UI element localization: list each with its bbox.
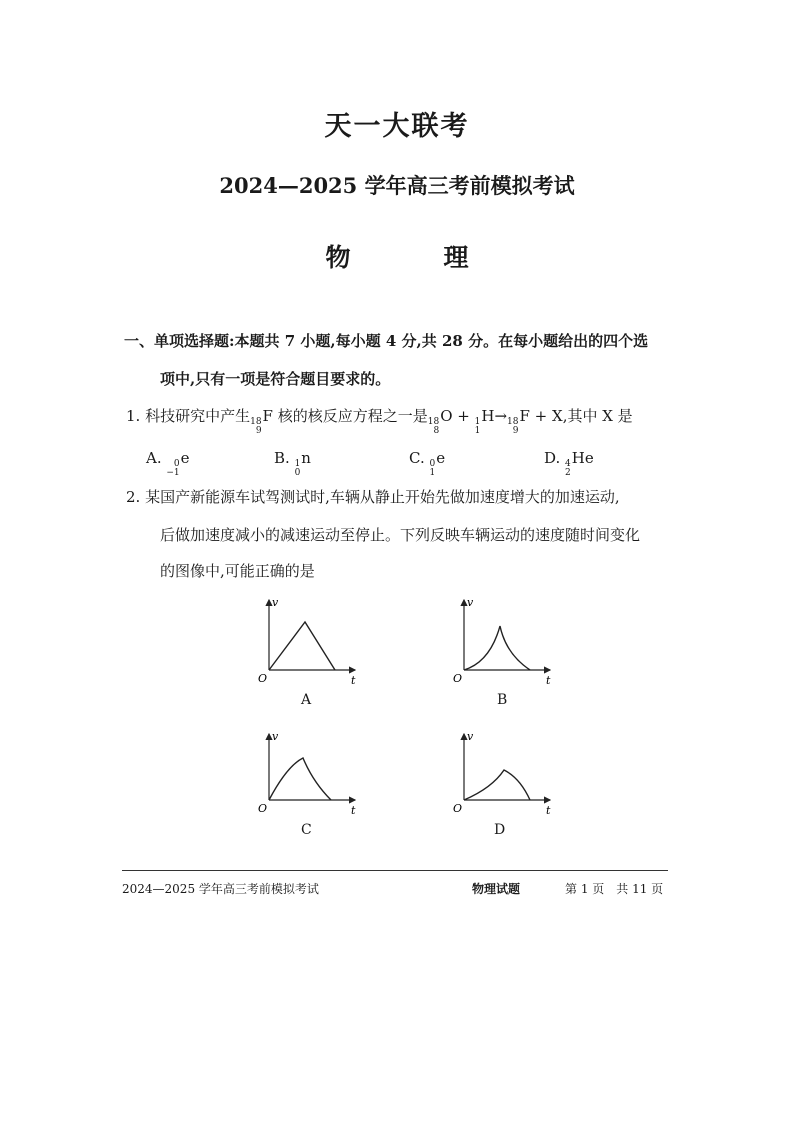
t-label: t — [351, 804, 356, 817]
footer-divider — [122, 870, 668, 871]
section-heading-cont: 项中,只有一项是符合题目要求的。 — [160, 370, 391, 388]
graph-c[interactable] — [255, 730, 370, 825]
exam-title: 2024—2025 学年高三考前模拟考试 — [219, 173, 575, 198]
option-a[interactable]: A. 0 −1 e — [146, 449, 190, 478]
subject-title: 物 理 — [325, 243, 503, 272]
graph-c-label: C — [301, 822, 312, 838]
exam-org-title: 天一大联考 — [324, 111, 470, 142]
velocity-curve — [464, 770, 530, 800]
t-label: t — [546, 674, 551, 687]
v-label: v — [272, 730, 279, 743]
t-label: t — [351, 674, 356, 687]
graph-b-label: B — [497, 692, 508, 708]
velocity-curve — [269, 622, 335, 670]
v-label: v — [467, 730, 474, 743]
origin-label: O — [258, 802, 268, 815]
velocity-curve — [269, 758, 331, 800]
graph-d[interactable] — [450, 730, 565, 825]
footer-page-number: 第 1 页 共 11 页 — [565, 882, 664, 896]
option-d[interactable]: D. 4 2 He — [544, 449, 594, 478]
graph-a[interactable] — [255, 596, 370, 691]
origin-label: O — [258, 672, 268, 685]
v-label: v — [272, 596, 279, 609]
graph-a-label: A — [301, 692, 312, 708]
option-b[interactable]: B. 1 0 n — [274, 449, 311, 478]
graph-d-label: D — [494, 822, 506, 838]
footer-subject: 物理试题 — [472, 882, 521, 896]
origin-label: O — [453, 802, 463, 815]
question-2-line3: 的图像中,可能正确的是 — [160, 562, 315, 580]
footer-exam-title: 2024—2025 学年高三考前模拟考试 — [122, 882, 319, 896]
section-heading: 一、单项选择题:本题共 7 小题,每小题 4 分,共 28 分。在每小题给出的四个选 — [124, 332, 649, 350]
origin-label: O — [453, 672, 463, 685]
question-2: 2. 某国产新能源车试驾测试时,车辆从静止开始先做加速度增大的加速运动, — [126, 488, 620, 506]
v-label: v — [467, 596, 474, 609]
option-c[interactable]: C. 0 1 e — [409, 449, 446, 478]
question-1: 1. 科技研究中产生 18 9 F 核的核反应方程之一是 18 8 O + 1 1 H→ 18 9 F + X,其中 X 是 — [126, 407, 633, 436]
graph-b[interactable] — [450, 596, 565, 691]
t-label: t — [546, 804, 551, 817]
velocity-curve — [464, 626, 530, 670]
question-2-line2: 后做加速度减小的减速运动至停止。下列反映车辆运动的速度随时间变化 — [160, 526, 641, 544]
